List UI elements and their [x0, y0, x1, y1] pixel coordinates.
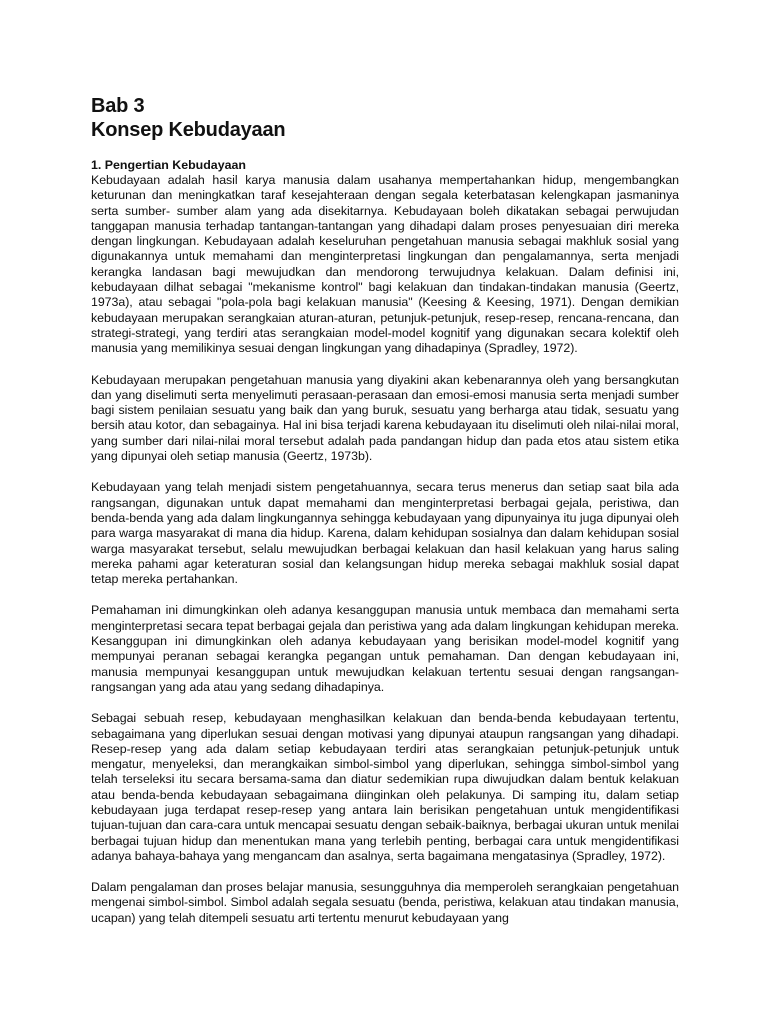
- paragraph: Kebudayaan merupakan pengetahuan manusia yang diyakini akan kebenarannya oleh yang bersangkutan dan yang diselimuti serta menyelimuti perasaan-perasaan dan emosi-emosi manusia serta menjadi sumber bagi sistem penilaian sesuatu yang baik dan yang buruk, sesuatu yang berharga atau tidak, sesuatu yang bersih atau kotor, dan sebagainya. Hal ini bisa terjadi karena kebudayaan itu diselimuti oleh nilai-nilai moral, yang sumber dari nilai-nilai moral tersebut adalah pada pandangan hidup dan pada etos atau sistem etika yang dipunyai oleh setiap manusia (Geertz, 1973b).: [91, 372, 679, 464]
- paragraph: Dalam pengalaman dan proses belajar manusia, sesungguhnya dia memperoleh serangkaian pengetahuan mengenai simbol-simbol. Simbol adalah segala sesuatu (benda, peristiwa, kelakuan atau tindakan manusia, ucapan) yang telah ditempeli sesuatu arti tertentu menurut kebudayaan yang: [91, 880, 679, 925]
- paragraph: Kebudayaan yang telah menjadi sistem pengetahuannya, secara terus menerus dan setiap saat bila ada rangsangan, digunakan untuk dapat memahami dan menginterpretasi berbagai gejala, peristiwa, dan benda-benda yang ada dalam lingkungannya sehingga kebudayaan yang dipunyainya itu juga dipunyai oleh para warga masyarakat di mana dia hidup. Karena, dalam kehidupan sosialnya dan dalam kehidupan sosial warga masyarakat tersebut, selalu mewujudkan berbagai kelakuan dan hasil kelakuan yang harus saling mereka pahami agar keteraturan sosial dan kelangsungan hidup mereka sebagai makhluk sosial dapat tetap mereka pertahankan.: [91, 480, 679, 587]
- section-heading: 1. Pengertian Kebudayaan: [91, 158, 246, 172]
- chapter-number: Bab 3: [91, 95, 145, 117]
- paragraph: Kebudayaan adalah hasil karya manusia dalam usahanya mempertahankan hidup, mengembangkan keturunan dan meningkatkan taraf kesejahteraan dengan segala keterbatasan kelengkapan jasmaninya serta sumber- sumber alam yang ada disekitarnya. Kebudayaan boleh dikatakan sebagai perwujudan tanggapan manusia terhadap tantangan-tantangan yang dihadapi dalam proses penyesuaian diri mereka dengan lingkungan. Kebudayaan adalah keseluruhan pengetahuan manusia sebagai makhluk sosial yang digunakannya untuk memahami dan menginterpretasi lingkungan dan pengalamannya, serta menjadi kerangka landasan bagi mewujudkan dan mendorong terwujudnya kelakuan. Dalam definisi ini, kebudayaan dilhat sebagai "mekanisme kontrol" bagi kelakuan dan tindakan-tindakan manusia (Geertz, 1973a), atau sebagai "pola-pola bagi kelakuan manusia" (Keesing & Keesing, 1971). Dengan demikian kebudayaan merupakan serangkaian aturan-aturan, petunjuk-petunjuk, resep-resep, rencana-rencana, dan strategi-strategi, yang terdiri atas serangkaian model-model kognitif yang digunakan secara kolektif oleh manusia yang memilikinya sesuai dengan lingkungan yang dihadapinya (Spradley, 1972).: [91, 173, 679, 356]
- chapter-title: Konsep Kebudayaan: [91, 119, 286, 141]
- paragraph: Sebagai sebuah resep, kebudayaan menghasilkan kelakuan dan benda-benda kebudayaan tertentu, sebagaimana yang diperlukan sesuai dengan motivasi yang dipunyai ataupun rangsangan yang dihadapi. Resep-resep yang ada dalam setiap kebudayaan terdiri atas serangkaian petunjuk-petunjuk untuk mengatur, menyeleksi, dan merangkaikan simbol-simbol yang diperlukan, sehingga simbol-simbol yang telah terseleksi itu secara bersama-sama dan diatur sedemikian rupa diwujudkan dalam bentuk kelakuan atau benda-benda kebudayaan sebagaimana diinginkan oleh pelakunya. Di samping itu, dalam setiap kebudayaan juga terdapat resep-resep yang antara lain berisikan pengetahuan untuk mengidentifikasi tujuan-tujuan dan cara-cara untuk mencapai sesuatu dengan sebaik-baiknya, berbagai ukuran untuk menilai berbagai tujuan hidup dan menentukan mana yang terlebih penting, berbagai cara untuk mengidentifikasi adanya bahaya-bahaya yang mengancam dan asalnya, serta bagaimana mengatasinya (Spradley, 1972).: [91, 711, 679, 863]
- paragraph: Pemahaman ini dimungkinkan oleh adanya kesanggupan manusia untuk membaca dan memahami serta menginterpretasi secara tepat berbagai gejala dan peristiwa yang ada dalam lingkungan kehidupan mereka. Kesanggupan ini dimungkinkan oleh adanya kebudayaan yang berisikan model-model kognitif yang mempunyai peranan sebagai kerangka pegangan untuk pemahaman. Dan dengan kebudayaan ini, manusia mempunyai kesanggupan untuk mewujudkan kelakuan tertentu sesuai dengan rangsangan-rangsangan yang ada atau yang sedang dihadapinya.: [91, 603, 679, 694]
